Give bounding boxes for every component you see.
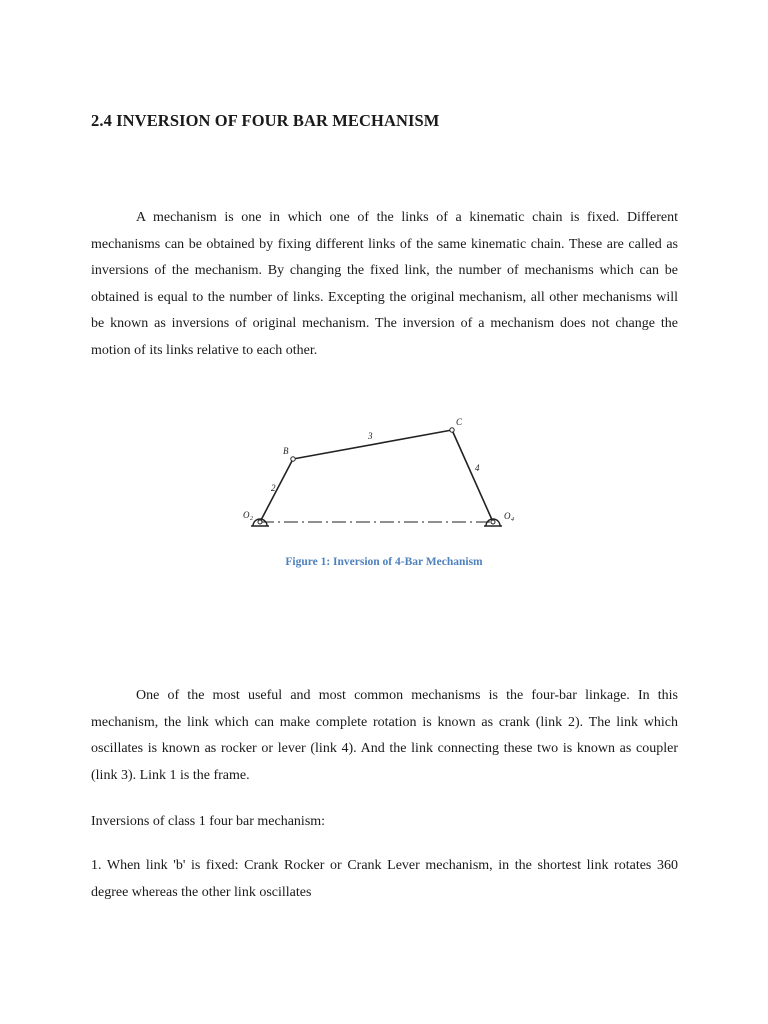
figure-caption: Figure 1: Inversion of 4-Bar Mechanism	[285, 556, 483, 568]
ground-pivot-o4	[484, 519, 502, 526]
inversion-list-item-1: 1. When link 'b' is fixed: Crank Rocker or Crank Lever mechanism, in the shortest link rotates 360 degree whereas the other link oscillates	[91, 858, 678, 900]
four-bar-mechanism-diagram	[238, 408, 528, 538]
label-o4: O	[504, 511, 511, 521]
label-o2-subscript: 2	[250, 516, 253, 522]
joint-c	[450, 428, 454, 432]
inversions-subheading: Inversions of class 1 four bar mechanism:	[91, 814, 326, 829]
label-link-4: 4	[475, 463, 480, 473]
joint-b	[291, 457, 295, 461]
label-o4-subscript: 4	[511, 517, 514, 523]
label-o2: O	[243, 510, 250, 520]
ground-pivot-o2	[251, 519, 269, 526]
coupler-link-3	[293, 430, 452, 459]
four-bar-linkage-paragraph: One of the most useful and most common mechanisms is the four-bar linkage. In this mechanism, the link which can make complete rotation is known as crank (link 2). The link which oscillates is known as rocker or lever (link 4). And the link connecting these two is known as coupler (link 3). Link 1 is the frame.	[91, 688, 678, 783]
section-heading: 2.4 INVERSION OF FOUR BAR MECHANISM	[91, 111, 440, 130]
label-link-3: 3	[368, 431, 373, 441]
label-b: B	[283, 446, 289, 456]
crank-link-2	[260, 459, 293, 522]
intro-paragraph: A mechanism is one in which one of the links of a kinematic chain is fixed. Different mechanisms can be obtained by fixing different links of the same kinematic chain. These are called as inversions of the mechanism. By changing the fixed link, the number of mechanisms which can be obtained is equal to the number of links. Excepting the original mechanism, all other mechanisms will be known as inversions of original mechanism. The inversion of a mechanism does not change the motion of its links relative to each other.	[91, 210, 678, 358]
four-bar-mechanism-figure	[238, 408, 528, 538]
rocker-link-4	[452, 430, 493, 522]
label-c: C	[456, 417, 463, 427]
label-link-2: 2	[271, 483, 276, 493]
